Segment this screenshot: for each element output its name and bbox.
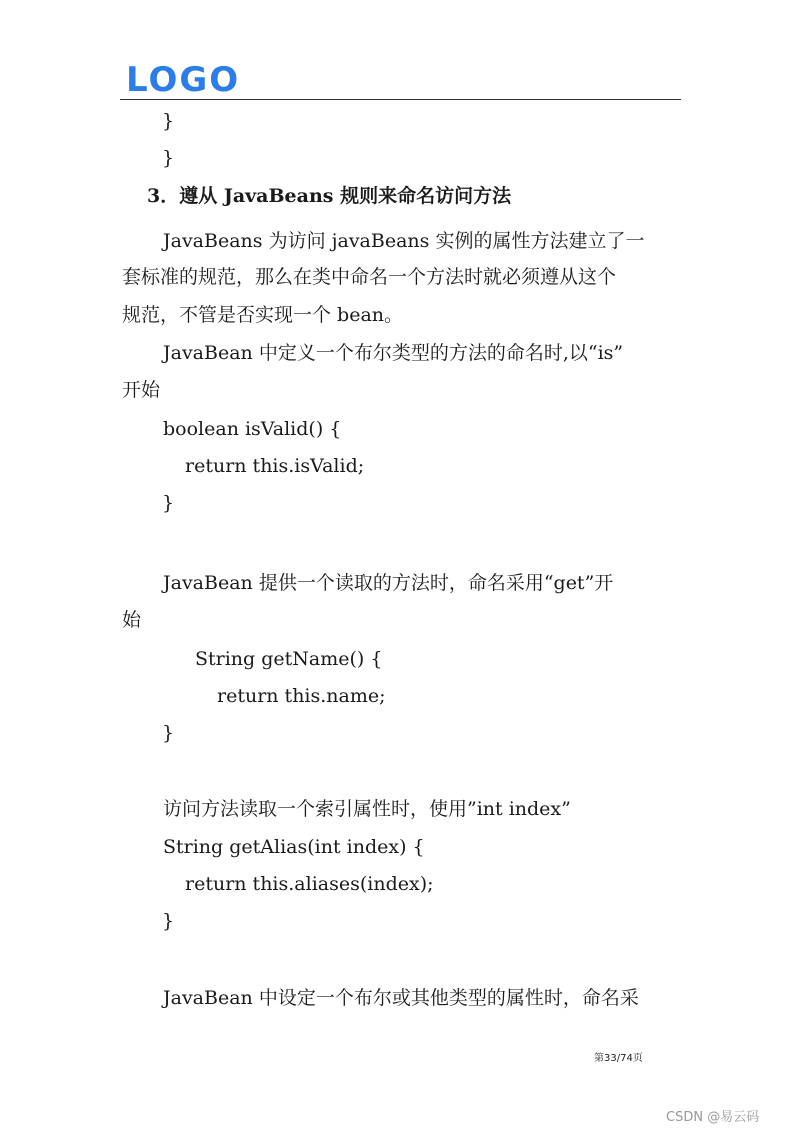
paragraph-line: 开始 — [122, 379, 161, 401]
code-closing-brace: } — [162, 492, 175, 514]
paragraph-line: JavaBean 提供一个读取的方法时，命名采用“get”开 — [163, 572, 614, 594]
paragraph-line: JavaBean 中定义一个布尔类型的方法的命名时,以“is” — [163, 342, 624, 364]
code-closing-brace: } — [162, 110, 175, 132]
paragraph-line: 始 — [122, 609, 142, 631]
paragraph-line: JavaBean 中设定一个布尔或其他类型的属性时，命名采 — [163, 987, 639, 1009]
paragraph-line: JavaBeans 为访问 javaBeans 实例的属性方法建立了一 — [163, 230, 645, 252]
code-closing-brace: } — [162, 147, 175, 169]
code-line: boolean isValid() { — [163, 418, 342, 440]
paragraph-line: 规范，不管是否实现一个 bean。 — [122, 304, 404, 326]
page-number: 第33/74页 — [594, 1053, 643, 1064]
code-line: String getAlias(int index) { — [163, 836, 425, 858]
code-line: return this.aliases(index); — [185, 873, 434, 895]
logo: LOGO — [126, 60, 241, 100]
paragraph-line: 套标准的规范，那么在类中命名一个方法时就必须遵从这个 — [122, 266, 617, 288]
code-closing-brace: } — [162, 722, 175, 744]
code-closing-brace: } — [162, 910, 175, 932]
header-rule — [120, 99, 681, 100]
section-heading: 3．遵从 JavaBeans 规则来命名访问方法 — [147, 185, 512, 207]
watermark: CSDN @易云码 — [666, 1110, 760, 1125]
code-line: return this.name; — [217, 685, 386, 707]
code-line: return this.isValid; — [185, 455, 365, 477]
paragraph-line: 访问方法读取一个索引属性时，使用”int index” — [163, 798, 571, 820]
code-line: String getName() { — [195, 648, 383, 670]
